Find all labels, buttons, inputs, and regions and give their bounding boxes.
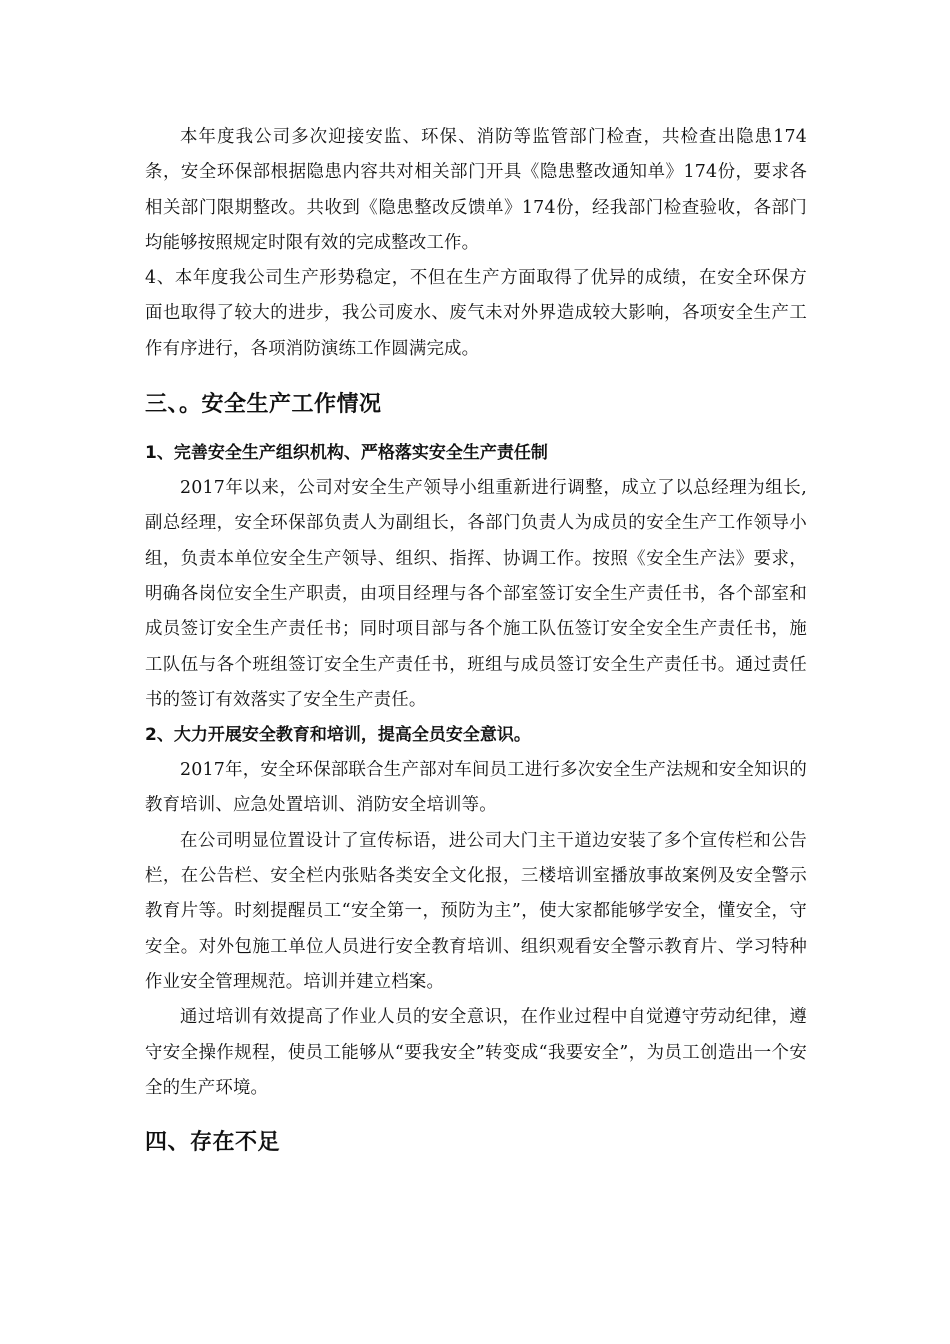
subsection-2-heading: 2、大力开展安全教育和培训，提高全员安全意识。 bbox=[145, 725, 531, 746]
paragraph-training: 2017年，安全环保部联合生产部对车间员工进行多次安全生产法规和安全知识的教育培训、应急处置培训、消防安全培训等。 bbox=[145, 760, 807, 816]
paragraph-item-4: 4、本年度我公司生产形势稳定，不但在生产方面取得了优异的成绩，在安全环保方面也取得了较大的进步，我公司废水、废气未对外界造成较大影响，各项安全生产工作有序进行，各项消防演练工作圆满完成。 bbox=[145, 268, 807, 359]
paragraph-publicity: 在公司明显位置设计了宣传标语，进公司大门主干道边安装了多个宣传栏和公告栏，在公告栏、安全栏内张贴各类安全文化报，三楼培训室播放事故案例及安全警示教育片等。时刻提醒员工“安全第一，预防为主”，使大家都能够学安全，懂安全，守安全。对外包施工单位人员进行安全教育培训、组织观看安全警示教育片、学习特种作业安全管理规范。培训并建立档案。 bbox=[145, 830, 807, 992]
paragraph-awareness: 通过培训有效提高了作业人员的安全意识，在作业过程中自觉遵守劳动纪律，遵守安全操作规程，使员工能够从“要我安全”转变成“我要安全”，为员工创造出一个安全的生产环境。 bbox=[145, 1007, 807, 1098]
paragraph-inspection: 本年度我公司多次迎接安监、环保、消防等监管部门检查，共检查出隐患174条，安全环保部根据隐患内容共对相关部门开具《隐患整改通知单》174份，要求各相关部门限期整改。共收到《隐患整改反馈单》174份，经我部门检查验收，各部门均能够按照规定时限有效的完成整改工作。 bbox=[145, 127, 807, 253]
document-body bbox=[145, 120, 807, 1158]
paragraph-responsibility: 2017年以来，公司对安全生产领导小组重新进行调整，成立了以总经理为组长,副总经理，安全环保部负责人为副组长，各部门负责人为成员的安全生产工作领导小组，负责本单位安全生产领导、组织、指挥、协调工作。按照《安全生产法》要求，明确各岗位安全生产职责，由项目经理与各个部室签订安全生产责任书，各个部室和成员签订安全生产责任书；同时项目部与各个施工队伍签订安全安全生产责任书，施工队伍与各个班组签订安全生产责任书，班组与成员签订安全生产责任书。通过责任书的签订有效落实了安全生产责任。 bbox=[145, 478, 807, 710]
section-4-heading: 四、存在不足 bbox=[145, 1130, 281, 1156]
subsection-1-heading: 1、完善安全生产组织机构、严格落实安全生产责任制 bbox=[145, 443, 548, 464]
section-3-heading: 三、。安全生产工作情况 bbox=[145, 392, 382, 418]
